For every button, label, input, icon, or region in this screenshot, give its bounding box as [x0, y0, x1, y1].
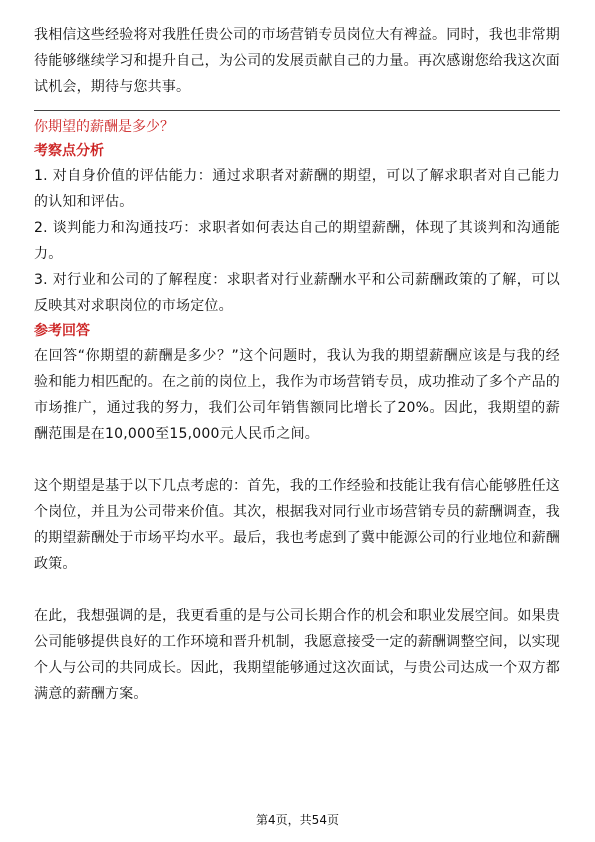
analysis-list — [34, 163, 560, 319]
analysis-item: 2. 谈判能力和沟通技巧：求职者如何表达自己的期望薪酬，体现了其谈判和沟通能力。 — [34, 220, 560, 262]
paragraph-gap — [34, 447, 560, 473]
section-divider — [34, 110, 560, 111]
answer-paragraph: 这个期望是基于以下几点考虑的：首先，我的工作经验和技能让我有信心能够胜任这个岗位，并且为公司带来价值。其次，根据我对同行业市场营销专员的薪酬调查，我的期望薪酬处于市场平均水平。最后，我也考虑到了冀中能源公司的行业地位和薪酬政策。 — [34, 478, 560, 572]
answer-paragraph: 在此，我想强调的是，我更看重的是与公司长期合作的机会和职业发展空间。如果贵公司能够提供良好的工作环境和晋升机制，我愿意接受一定的薪酬调整空间，以实现个人与公司的共同成长。因此，我期望能够通过这次面试，与贵公司达成一个双方都满意的薪酬方案。 — [34, 608, 560, 702]
analysis-item: 3. 对行业和公司的了解程度：求职者对行业薪酬水平和公司薪酬政策的了解，可以反映其对求职岗位的市场定位。 — [34, 272, 560, 314]
analysis-heading: 考察点分析 — [34, 143, 104, 159]
intro-paragraph: 我相信这些经验将对我胜任贵公司的市场营销专员岗位大有裨益。同时，我也非常期待能够继续学习和提升自己，为公司的发展贡献自己的力量。再次感谢您给我这次面试机会，期待与您共事。 — [34, 27, 560, 95]
answer-body — [34, 343, 560, 707]
question-title: 你期望的薪酬是多少？ — [34, 119, 174, 135]
answer-paragraph: 在回答“你期望的薪酬是多少？”这个问题时，我认为我的期望薪酬应该是与我的经验和能力相匹配的。在之前的岗位上，我作为市场营销专员，成功推动了多个产品的市场推广，通过我的努力，我们公司年销售额同比增长了20%。因此，我期望的薪酬范围是在10,000至15,000元人民币之间。 — [34, 348, 560, 442]
page-number: 第4页，共54页 — [256, 813, 339, 827]
answer-heading: 参考回答 — [34, 323, 90, 339]
analysis-item: 1. 对自身价值的评估能力：通过求职者对薪酬的期望，可以了解求职者对自己能力的认知和评估。 — [34, 168, 560, 210]
page-content — [34, 22, 560, 707]
paragraph-gap — [34, 577, 560, 603]
